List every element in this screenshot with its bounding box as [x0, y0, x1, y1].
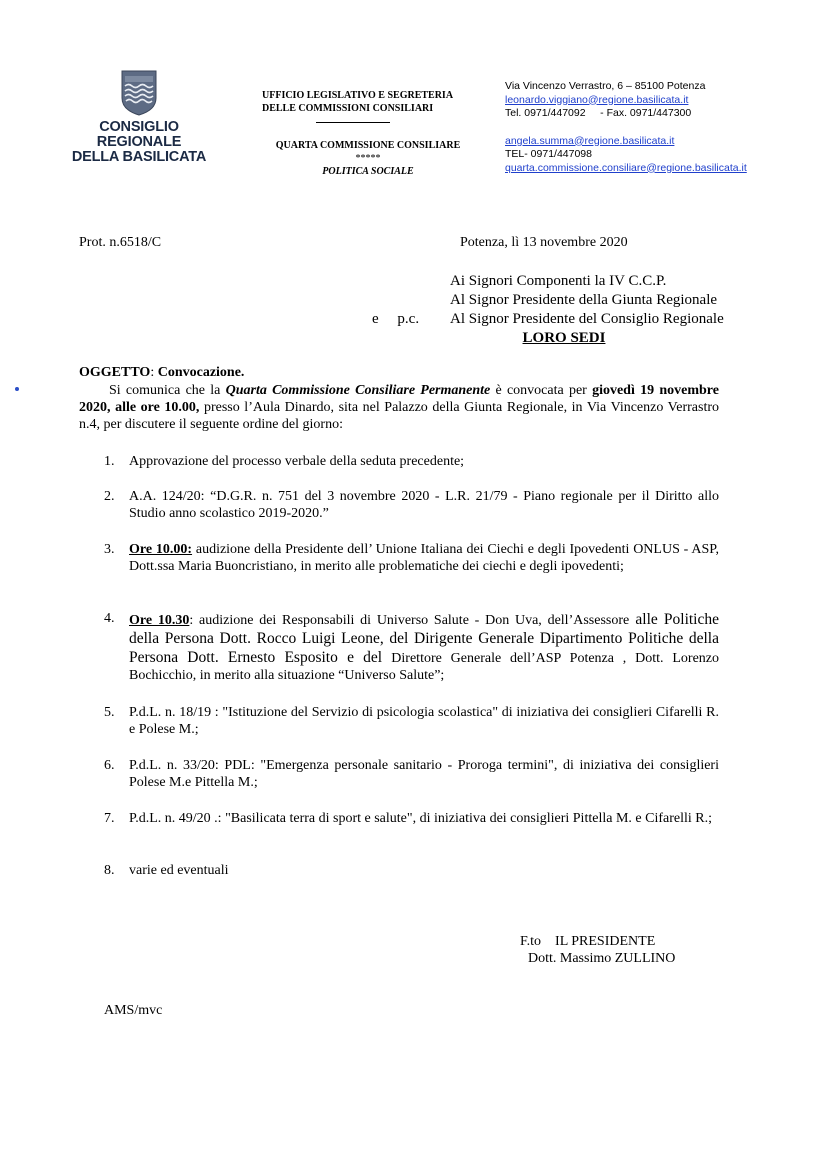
item-text: Approvazione del processo verbale della seduta precedente;	[129, 454, 465, 469]
item-text: P.d.L. n. 18/19 : "Istituzione del Servizio di psicologia scolastica" di iniziativa dei consiglieri Cifarelli R. e Polese M.;	[129, 705, 719, 737]
email-link-3[interactable]: quarta.commissione.consiliare@regione.basilicata.it	[505, 161, 747, 174]
letter-date: Potenza, lì 13 novembre 2020	[460, 235, 628, 250]
recipients	[372, 272, 752, 348]
office-line-1: UFFICIO LEGISLATIVO E SEGRETERIA	[262, 90, 454, 101]
per-conoscenza: e p.c.	[372, 311, 420, 327]
email-link-1[interactable]: leonardo.viggiano@regione.basilicata.it	[505, 93, 689, 106]
item-time: Ore 10.30	[129, 613, 190, 628]
intro-commission: Quarta Commissione Consiliare Permanente	[225, 383, 491, 398]
signature-title: F.to IL PRESIDENTE	[520, 934, 656, 949]
divider	[316, 122, 390, 123]
item-text: audizione della Presidente dell’ Unione Italiana dei Ciechi e degli Ipovedenti ONLUS - ASP, Dott.ssa Maria Buoncristiano, in merito alle problematiche dei ciechi e degli ipovedenti;	[129, 542, 719, 574]
agenda-item	[104, 862, 719, 879]
agenda-item	[104, 704, 719, 738]
agenda-item	[104, 757, 719, 791]
phone-2: TEL- 0971/447098	[505, 148, 592, 160]
commission-stars: *****	[355, 153, 381, 164]
protocol-number: Prot. n.6518/C	[79, 235, 162, 250]
loro-sedi: LORO SEDI	[522, 330, 606, 346]
intro-paragraph	[79, 382, 719, 433]
intro-p1: Si comunica che la	[109, 383, 226, 398]
commission-line-3: POLITICA SOCIALE	[322, 166, 414, 177]
basilicata-shield-icon	[121, 70, 157, 116]
office-line-2: DELLE COMMISSIONI CONSILIARI	[262, 103, 434, 114]
item-number: 2.	[104, 489, 115, 504]
item-text-c: Direttore Generale dell’ASP Potenza ,	[391, 651, 636, 666]
agenda-item	[104, 541, 719, 575]
item-text: varie ed eventuali	[129, 863, 229, 878]
item-number: 4.	[104, 611, 115, 626]
agenda-item	[104, 810, 719, 827]
item-number: 3.	[104, 542, 115, 557]
contact-block	[505, 80, 747, 175]
subject-label: OGGETTO	[79, 365, 151, 380]
item-text-a: : audizione dei Responsabili di Universo Salute - Don Uva, dell’Assessore	[189, 613, 630, 628]
intro-when: giovedì 19 novembre 2020, alle ore 10.00,	[79, 383, 719, 415]
item-number: 7.	[104, 811, 115, 826]
address: Via Vincenzo Verrastro, 6 – 85100 Potenza	[505, 80, 706, 92]
item-number: 1.	[104, 454, 115, 469]
council-logo	[60, 70, 218, 165]
logo-line-1: CONSIGLIO REGIONALE	[96, 119, 182, 150]
phone-fax: Tel. 0971/447092 - Fax. 0971/447300	[505, 107, 692, 119]
item-time: Ore 10.00:	[129, 542, 193, 557]
item-text: P.d.L. n. 49/20 .: "Basilicata terra di sport e salute", di iniziativa dei consiglieri Pittella M. e Cifarelli R.;	[129, 811, 712, 826]
subject-separator: :	[150, 365, 158, 380]
agenda-item	[104, 488, 719, 522]
item-text-d: Dott. Lorenzo Bochicchio, in merito alla situazione “Universo Salute”;	[129, 651, 720, 683]
signature	[520, 933, 675, 967]
subject	[79, 365, 244, 381]
item-number: 6.	[104, 758, 115, 773]
item-text: A.A. 124/20: “D.G.R. n. 751 del 3 novembre 2020 - L.R. 21/79 - Piano regionale per il Diritto allo Studio anno scolastico 2019-2020.”	[129, 489, 719, 521]
commission-line-1: QUARTA COMMISSIONE CONSILIARE	[275, 140, 461, 151]
recipient-3: Al Signor Presidente del Consiglio Regionale	[450, 311, 724, 327]
item-number: 5.	[104, 705, 115, 720]
logo-line-2: DELLA BASILICATA	[71, 149, 207, 165]
item-number: 8.	[104, 863, 115, 878]
margin-dot	[15, 387, 19, 391]
agenda-item	[104, 610, 719, 684]
commission-name	[262, 139, 474, 178]
signature-name: Dott. Massimo ZULLINO	[528, 951, 676, 966]
agenda-item	[104, 453, 719, 470]
intro-p2: è convocata per	[490, 383, 593, 398]
email-link-2[interactable]: angela.summa@regione.basilicata.it	[505, 134, 675, 147]
intro-p3: presso l’Aula Dinardo, sita nel Palazzo della Giunta Regionale, in Via Vincenzo Verrastro n.4, per discutere il seguente ordine del giorno:	[79, 400, 719, 432]
subject-text: Convocazione.	[157, 365, 245, 380]
item-text: P.d.L. n. 33/20: PDL: "Emergenza personale sanitario - Proroga termini", di iniziativa dei consiglieri Polese M.e Pittella M.;	[129, 758, 719, 790]
recipient-1: Ai Signori Componenti la IV C.C.P.	[450, 273, 667, 289]
recipient-2: Al Signor Presidente della Giunta Regionale	[450, 292, 718, 308]
initials: AMS/mvc	[104, 1003, 163, 1018]
item-text-b: alle Politiche della Persona Dott. Rocco Luigi Leone, del Dirigente Generale Dipartimento Politiche della Persona Dott. Ernesto Esposito e del	[129, 611, 719, 666]
office-name	[262, 89, 482, 115]
